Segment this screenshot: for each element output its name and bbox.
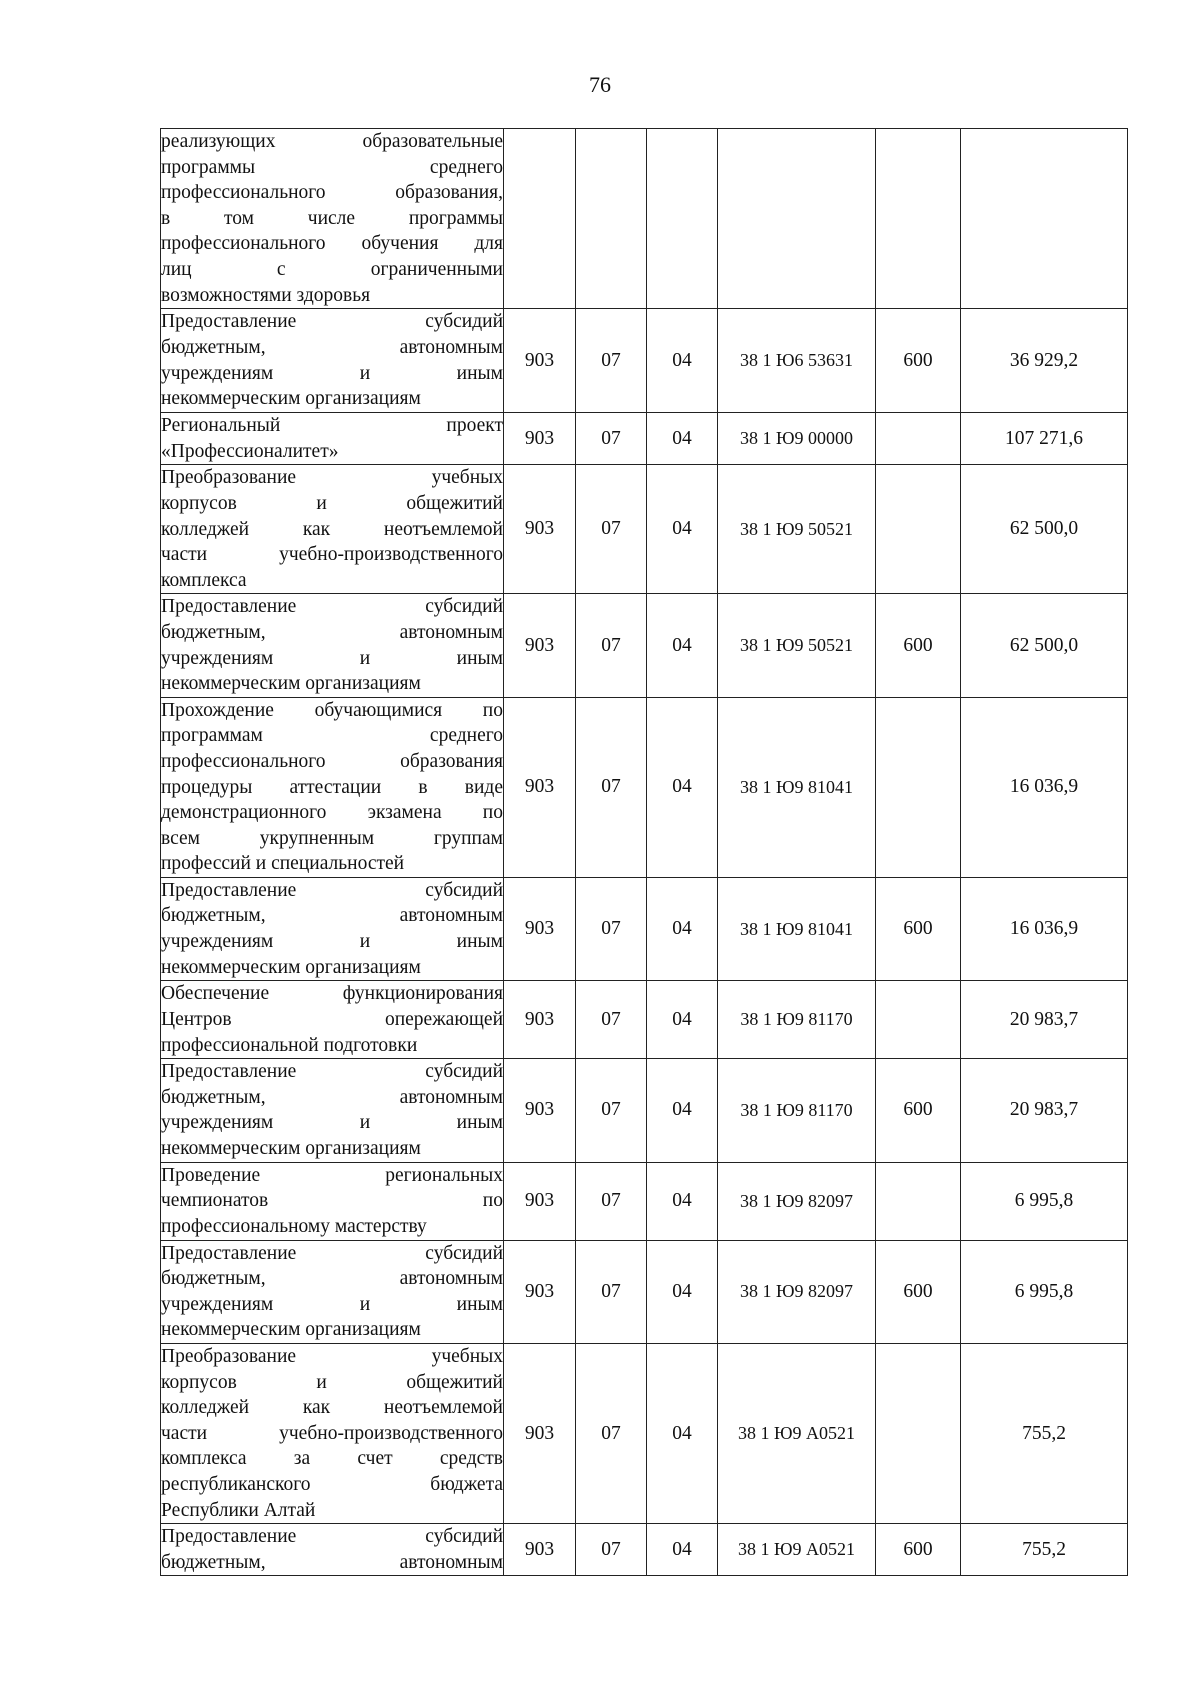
target-article-cell: 38 1 Ю6 53631 (718, 309, 876, 413)
subsection-code-cell: 04 (647, 465, 718, 594)
description-line: корпусов и общежитий (161, 492, 503, 514)
description-line: некоммерческим организациям (161, 956, 421, 978)
description-line: Проведение региональных (161, 1164, 503, 1186)
table-row (161, 981, 1128, 1059)
table-row (161, 877, 1128, 980)
expense-type-cell: 600 (876, 309, 961, 413)
amount-cell: 755,2 (961, 1524, 1128, 1576)
expense-type-cell (876, 697, 961, 877)
section-code-cell: 07 (576, 1240, 647, 1343)
expense-type-cell (876, 1162, 961, 1240)
amount-cell: 36 929,2 (961, 309, 1128, 413)
expense-type-cell: 600 (876, 1524, 961, 1576)
amount-cell: 62 500,0 (961, 465, 1128, 594)
subsection-code-cell: 04 (647, 1162, 718, 1240)
amount-cell: 755,2 (961, 1344, 1128, 1524)
description-cell (161, 877, 504, 980)
description-line: лиц с ограниченными (161, 258, 503, 280)
table-row (161, 1344, 1128, 1524)
description-line: процедуры аттестации в виде (161, 776, 503, 798)
ministry-code-cell: 903 (504, 594, 576, 697)
ministry-code-cell: 903 (504, 877, 576, 980)
description-line: комплекса за счет средств (161, 1448, 503, 1470)
description-line: бюджетным, автономным (161, 905, 503, 927)
subsection-code-cell: 04 (647, 1344, 718, 1524)
target-article-cell: 38 1 Ю9 81170 (718, 981, 876, 1059)
subsection-code-cell (647, 129, 718, 309)
subsection-code-cell: 04 (647, 309, 718, 413)
target-article-cell: 38 1 Ю9 82097 (718, 1162, 876, 1240)
expense-type-cell (876, 129, 961, 309)
description-line: Предоставление субсидий (161, 1242, 503, 1264)
description-line: некоммерческим организациям (161, 388, 421, 410)
description-line: Преобразование учебных (161, 1346, 503, 1367)
description-line: учреждениям и иным (161, 931, 503, 953)
ministry-code-cell: 903 (504, 1344, 576, 1524)
expense-type-cell (876, 1344, 961, 1524)
description-cell (161, 697, 504, 877)
description-line: профессий и специальностей (161, 853, 405, 875)
description-line: комплекса (161, 569, 247, 591)
description-line: Региональный проект (161, 415, 503, 437)
description-line: учреждениям и иным (161, 362, 503, 384)
description-line: некоммерческим организациям (161, 1319, 421, 1341)
description-line: чемпионатов по (161, 1190, 503, 1212)
description-line: возможностями здоровья (161, 284, 371, 306)
subsection-code-cell: 04 (647, 1059, 718, 1162)
section-code-cell: 07 (576, 309, 647, 413)
section-code-cell: 07 (576, 413, 647, 465)
amount-cell: 107 271,6 (961, 413, 1128, 465)
expense-type-cell: 600 (876, 1240, 961, 1343)
description-line: части учебно-производственного (161, 544, 503, 566)
target-article-cell: 38 1 Ю9 81041 (718, 877, 876, 980)
description-cell (161, 1344, 504, 1524)
table-row (161, 1162, 1128, 1240)
target-article-cell: 38 1 Ю9 А0521 (718, 1344, 876, 1524)
description-line: учреждениям и иным (161, 647, 503, 669)
description-line: бюджетным, автономным (161, 337, 503, 359)
ministry-code-cell: 903 (504, 697, 576, 877)
section-code-cell: 07 (576, 594, 647, 697)
description-cell (161, 413, 504, 465)
subsection-code-cell: 04 (647, 1240, 718, 1343)
expense-type-cell: 600 (876, 1059, 961, 1162)
amount-cell: 20 983,7 (961, 1059, 1128, 1162)
description-cell (161, 129, 504, 309)
description-line: программам среднего (161, 725, 503, 747)
table-row (161, 465, 1128, 594)
section-code-cell: 07 (576, 1162, 647, 1240)
description-line: реализующих образовательные (161, 131, 503, 152)
ministry-code-cell: 903 (504, 1059, 576, 1162)
description-line: Обеспечение функционирования (161, 983, 503, 1005)
description-cell (161, 1240, 504, 1343)
subsection-code-cell: 04 (647, 877, 718, 980)
table-row (161, 309, 1128, 413)
description-line: Предоставление субсидий (161, 1061, 503, 1083)
target-article-cell: 38 1 Ю9 А0521 (718, 1524, 876, 1576)
description-line: учреждениям и иным (161, 1293, 503, 1315)
description-cell (161, 465, 504, 594)
amount-cell: 16 036,9 (961, 697, 1128, 877)
description-line: в том числе программы (161, 207, 503, 229)
description-line: Предоставление субсидий (161, 596, 503, 618)
ministry-code-cell: 903 (504, 1524, 576, 1576)
description-line: Предоставление субсидий (161, 311, 503, 333)
amount-cell: 62 500,0 (961, 594, 1128, 697)
description-cell (161, 1162, 504, 1240)
amount-cell: 6 995,8 (961, 1162, 1128, 1240)
target-article-cell: 38 1 Ю9 82097 (718, 1240, 876, 1343)
ministry-code-cell: 903 (504, 1240, 576, 1343)
subsection-code-cell: 04 (647, 1524, 718, 1576)
description-line: некоммерческим организациям (161, 673, 421, 695)
description-line: колледжей как неотъемлемой (161, 518, 503, 540)
description-line: республиканского бюджета (161, 1473, 503, 1495)
description-line: Республики Алтай (161, 1499, 316, 1521)
section-code-cell: 07 (576, 981, 647, 1059)
table-row (161, 594, 1128, 697)
description-cell (161, 981, 504, 1059)
description-line: бюджетным, автономным (161, 621, 503, 643)
target-article-cell: 38 1 Ю9 81170 (718, 1059, 876, 1162)
table-row (161, 1059, 1128, 1162)
ministry-code-cell: 903 (504, 413, 576, 465)
subsection-code-cell: 04 (647, 594, 718, 697)
expense-type-cell (876, 413, 961, 465)
section-code-cell (576, 129, 647, 309)
section-code-cell: 07 (576, 877, 647, 980)
description-line: Преобразование учебных (161, 467, 503, 489)
description-cell (161, 309, 504, 413)
section-code-cell: 07 (576, 465, 647, 594)
page-number: 76 (589, 72, 611, 97)
table-row (161, 697, 1128, 877)
target-article-cell: 38 1 Ю9 00000 (718, 413, 876, 465)
ministry-code-cell (504, 129, 576, 309)
section-code-cell: 07 (576, 1344, 647, 1524)
description-line: колледжей как неотъемлемой (161, 1397, 503, 1419)
description-line: некоммерческим организациям (161, 1138, 421, 1160)
section-code-cell: 07 (576, 697, 647, 877)
description-line: бюджетным, автономным (161, 1268, 503, 1290)
target-article-cell: 38 1 Ю9 50521 (718, 465, 876, 594)
description-line: профессионального обучения для (161, 233, 503, 255)
table-row (161, 413, 1128, 465)
description-line: программы среднего (161, 156, 503, 178)
description-line: Предоставление субсидий (161, 1526, 503, 1548)
description-line: Центров опережающей (161, 1008, 503, 1030)
table-row (161, 1524, 1128, 1576)
description-line: корпусов и общежитий (161, 1371, 503, 1393)
section-code-cell: 07 (576, 1524, 647, 1576)
ministry-code-cell: 903 (504, 981, 576, 1059)
description-line: демонстрационного экзамена по (161, 802, 503, 824)
description-line: Предоставление субсидий (161, 879, 503, 901)
subsection-code-cell: 04 (647, 981, 718, 1059)
budget-table (160, 128, 1128, 1576)
description-line: бюджетным, автономным (161, 1086, 503, 1108)
ministry-code-cell: 903 (504, 1162, 576, 1240)
description-cell (161, 1059, 504, 1162)
description-line: профессионального образования, (161, 182, 503, 204)
description-line: профессионального образования (161, 750, 503, 772)
section-code-cell: 07 (576, 1059, 647, 1162)
amount-cell: 20 983,7 (961, 981, 1128, 1059)
table-row (161, 1240, 1128, 1343)
description-line: бюджетным, автономным (161, 1551, 503, 1573)
expense-type-cell: 600 (876, 877, 961, 980)
subsection-code-cell: 04 (647, 697, 718, 877)
description-line: профессиональному мастерству (161, 1215, 427, 1237)
target-article-cell: 38 1 Ю9 81041 (718, 697, 876, 877)
description-line: всем укрупненным группам (161, 827, 503, 849)
amount-cell: 16 036,9 (961, 877, 1128, 980)
table-body (161, 129, 1128, 1576)
description-cell (161, 1524, 504, 1576)
description-line: профессиональной подготовки (161, 1034, 418, 1056)
subsection-code-cell: 04 (647, 413, 718, 465)
expense-type-cell (876, 981, 961, 1059)
table-row (161, 129, 1128, 309)
expense-type-cell: 600 (876, 594, 961, 697)
description-line: учреждениям и иным (161, 1112, 503, 1134)
target-article-cell (718, 129, 876, 309)
expense-type-cell (876, 465, 961, 594)
ministry-code-cell: 903 (504, 465, 576, 594)
amount-cell: 6 995,8 (961, 1240, 1128, 1343)
description-line: части учебно-производственного (161, 1422, 503, 1444)
description-cell (161, 594, 504, 697)
description-line: «Профессионалитет» (161, 440, 339, 462)
description-line: Прохождение обучающимися по (161, 699, 503, 721)
amount-cell (961, 129, 1128, 309)
target-article-cell: 38 1 Ю9 50521 (718, 594, 876, 697)
ministry-code-cell: 903 (504, 309, 576, 413)
